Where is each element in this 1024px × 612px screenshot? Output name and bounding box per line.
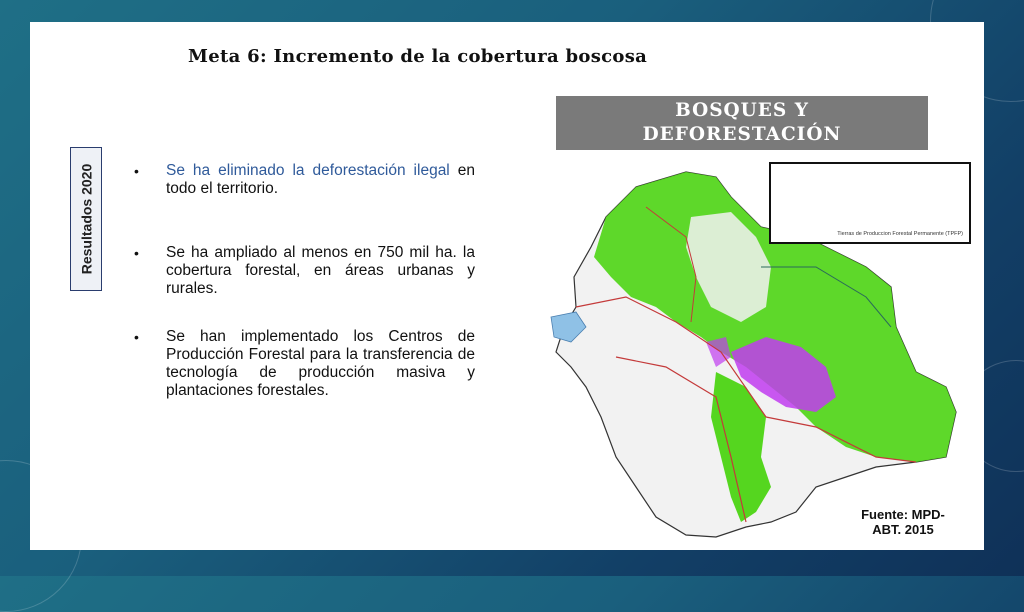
bullet-list	[130, 162, 475, 400]
source-caption	[838, 507, 968, 537]
source-line1: Fuente: MPD-	[861, 507, 945, 522]
bullet-dot: •	[134, 329, 139, 345]
bullet-text: Se han implementado los Centros de Producción Forestal para la transferencia de tecnología de producción masiva y plantaciones forestales.	[166, 328, 475, 399]
source-line2: ABT. 2015	[872, 522, 934, 537]
map-header	[556, 96, 928, 150]
map-legend-box	[769, 162, 971, 244]
results-side-label-text: Resultados 2020	[78, 163, 94, 275]
bullet-item	[130, 244, 475, 298]
map-header-line2: DEFORESTACIÓN	[642, 124, 842, 145]
map-header-line1: BOSQUES Y	[675, 100, 809, 121]
bullet-text: Se ha ampliado al menos en 750 mil ha. la cobertura forestal, en áreas urbanas y rurales.	[166, 244, 475, 297]
legend-text: Tierras de Produccion Forestal Permanente (TPFP)	[837, 231, 963, 237]
slide-title: Meta 6: Incremento de la cobertura boscosa	[188, 46, 648, 67]
slide-canvas	[30, 22, 984, 550]
bullet-item	[130, 162, 475, 198]
bullet-dot: •	[134, 163, 139, 179]
bullet-item	[130, 328, 475, 400]
results-side-label	[70, 147, 102, 291]
bullet-highlight-text: Se ha eliminado la deforestación ilegal	[166, 162, 450, 179]
bullet-dot: •	[134, 245, 139, 261]
bullet-text: en todo el territorio.	[166, 162, 475, 197]
